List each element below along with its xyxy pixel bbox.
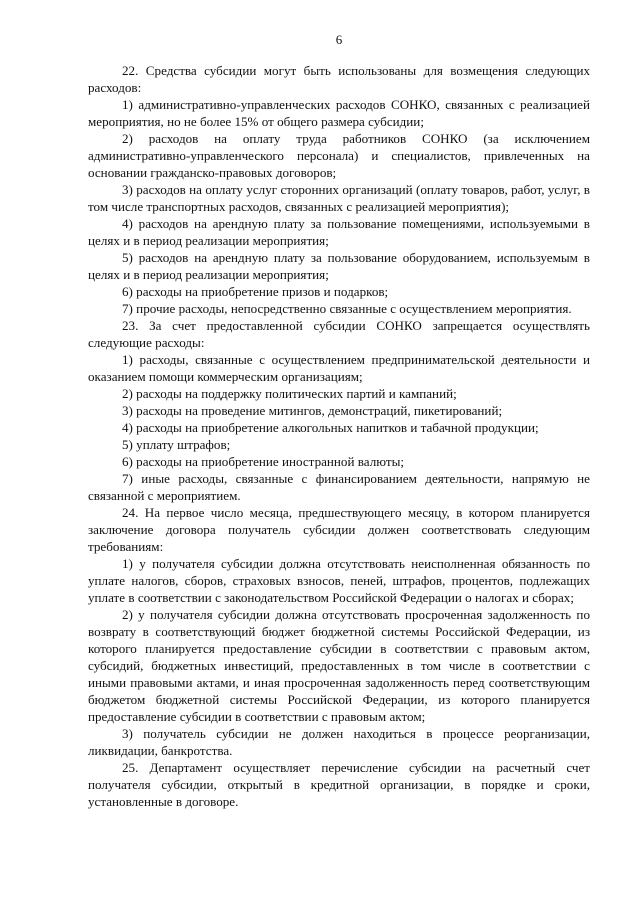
list-item-22-3: 3) расходов на оплату услуг сторонних организаций (оплату товаров, работ, услуг, в том числе транспортных расходов, связанных с реализацией мероприятия); [88,182,590,214]
list-item-23-1: 1) расходы, связанные с осуществлением предпринимательской деятельности и оказанием помощи коммерческим организациям; [88,352,590,384]
paragraph-23: 23. За счет предоставленной субсидии СОНКО запрещается осуществлять следующие расходы: [88,318,590,350]
page-number: 6 [335,32,343,47]
paragraph-25: 25. Департамент осуществляет перечисление субсидии на расчетный счет получателя субсидии, открытый в кредитной организации, в порядке и сроки, установленные в договоре. [88,760,590,809]
list-item-24-2: 2) у получателя субсидии должна отсутствовать просроченная задолженность по возврату в соответствующий бюджет бюджетной системы Российской Федерации, из которого планируется предоставление субсидии в соответствии с правовым актом, субсидий, бюджетных инвестиций, предоставленных в том числе в соответствии с иными правовыми актами, и иная просроченная задолженность перед соответствующим бюджетом бюджетной системы Российской Федерации, из которого планируется предоставление субсидии в соответствии с правовым актом; [88,607,590,724]
list-item-23-5: 5) уплату штрафов; [122,437,231,452]
paragraph-22: 22. Средства субсидии могут быть использованы для возмещения следующих расходов: [88,63,590,95]
list-item-22-5: 5) расходов на арендную плату за пользование оборудованием, используемым в целях и в период реализации мероприятия; [88,250,590,282]
list-item-23-4: 4) расходы на приобретение алкогольных напитков и табачной продукции; [122,420,539,435]
list-item-22-4: 4) расходов на арендную плату за пользование помещениями, используемыми в целях и в период реализации мероприятия; [88,216,590,248]
list-item-23-2: 2) расходы на поддержку политических партий и кампаний; [122,386,457,401]
list-item-23-7: 7) иные расходы, связанные с финансированием деятельности, напрямую не связанной с мероприятием. [88,471,590,503]
list-item-24-3: 3) получатель субсидии не должен находиться в процессе реорганизации, ликвидации, банкротства. [88,726,590,758]
list-item-22-7: 7) прочие расходы, непосредственно связанные с осуществлением мероприятия. [122,301,572,316]
list-item-24-1: 1) у получателя субсидии должна отсутствовать неисполненная обязанность по уплате налогов, сборов, страховых взносов, пеней, штрафов, процентов, подлежащих уплате в соответствии с законодательством Российской Федерации о налогах и сборах; [88,556,590,605]
paragraph-24: 24. На первое число месяца, предшествующего месяцу, в котором планируется заключение договора получатель субсидии должен соответствовать следующим требованиям: [88,505,590,554]
list-item-22-1: 1) административно-управленческих расходов СОНКО, связанных с реализацией мероприятия, но не более 15% от общего размера субсидии; [88,97,590,129]
list-item-22-6: 6) расходы на приобретение призов и подарков; [122,284,389,299]
list-item-22-2: 2) расходов на оплату труда работников СОНКО (за исключением административно-управленческого персонала) и специалистов, привлеченных на основании гражданско-правовых договоров; [88,131,590,180]
list-item-23-6: 6) расходы на приобретение иностранной валюты; [122,454,405,469]
list-item-23-3: 3) расходы на проведение митингов, демонстраций, пикетирований; [122,403,503,418]
